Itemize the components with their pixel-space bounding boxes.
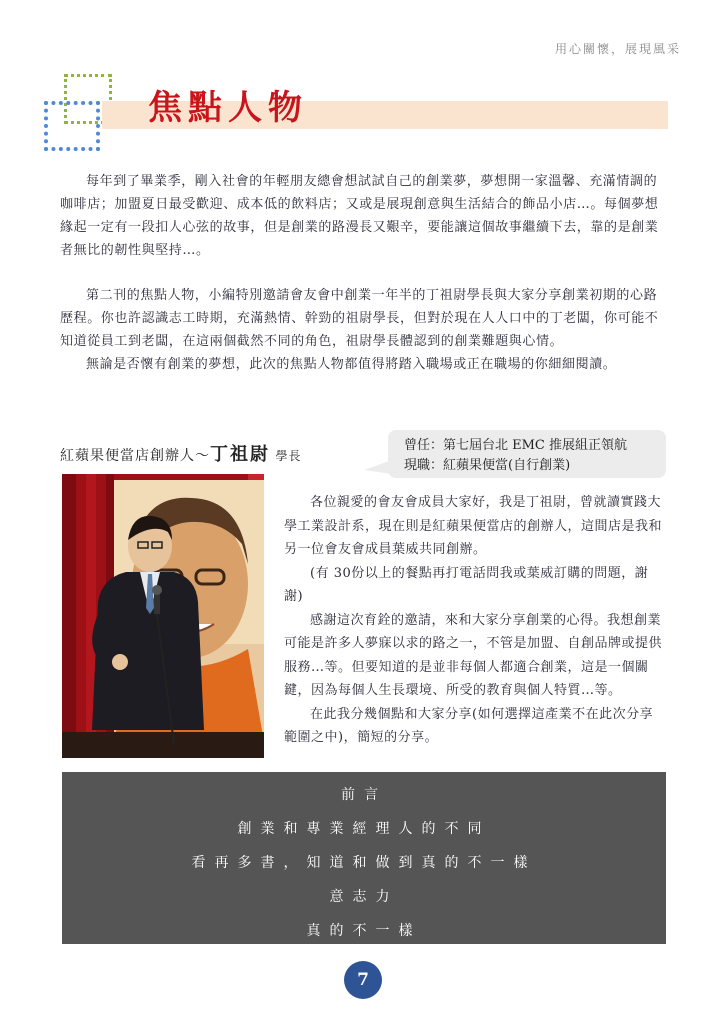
outline-box: [62, 772, 666, 944]
outline-item-3: 看再多書，知道和做到真的不一樣: [191, 855, 537, 871]
body-paragraph-1: 各位親愛的會友會成員大家好，我是丁祖尉，曾就讀實踐大學工業設計系，現在則是紅蘋果便當店的創辦人，這間店是我和另一位會友會成員葉威共同創辦。: [284, 495, 663, 557]
interview-body: [284, 491, 662, 750]
profile-heading: [60, 440, 301, 466]
outline-item-5: 真的不一樣: [306, 923, 422, 939]
speaker-photo: [62, 474, 264, 758]
intro-paragraph-2: 第二刊的焦點人物，小編特別邀請會友會中創業一年半的丁祖尉學長與大家分享創業初期的心路歷程。你也許認識志工時期，充滿熱情、幹勁的祖尉學長，但對於現在人人口中的丁老闆，你可能不知道從員工到老闆，在這兩個截然不同的角色，祖尉學長體認到的創業難題與心情。: [60, 288, 659, 349]
outline-item-4: 意志力: [329, 889, 399, 905]
profile-suffix: 學長: [275, 449, 302, 463]
body-paragraph-4: 在此我分幾個點和大家分享(如何選擇這產業不在此次分享範圍之中)，簡短的分享。: [284, 706, 654, 745]
former-role: 曾任：第七屆台北 EMC 推展組正領航: [404, 438, 628, 453]
intro-paragraph-3: 無論是否懷有創業的夢想，此次的焦點人物都值得將踏入職場或正在職場的你細細閱讀。: [86, 357, 617, 372]
body-paragraph-2: (有 30份以上的餐點再打電話問我或葉威訂購的問題，謝謝): [284, 565, 649, 604]
outline-item-1: 前言: [341, 787, 387, 803]
section-title: 焦點人物: [148, 88, 308, 128]
running-header: 用心關懷，展現風采: [554, 42, 681, 56]
intro-paragraph-1: 每年到了畢業季，剛入社會的年輕朋友總會想試試自己的創業夢，夢想開一家溫馨、充滿情調的咖啡店；加盟夏日最受歡迎、成本低的飲料店；又或是展現創意與生活結合的飾品小店…。每個夢想緣起一定有一段扣人心弦的故事，但是創業的路漫長又艱辛，要能讓這個故事繼續下去，靠的是創業者無比的韌性與堅持…。: [60, 174, 659, 258]
page-number: 7: [344, 961, 382, 999]
profile-name: 丁祖尉: [210, 444, 270, 465]
intro-section: [60, 170, 662, 376]
outline-item-2: 創業和專業經理人的不同: [237, 821, 491, 837]
decorative-dotted-square-blue: [44, 101, 100, 151]
profile-prefix: 紅蘋果便當店創辦人～: [60, 448, 210, 464]
body-paragraph-3: 感謝這次育銓的邀請，來和大家分享創業的心得。我想創業可能是許多人夢寐以求的路之一，不管是加盟、自創品牌或提供服務…等。但要知道的是並非每個人都適合創業，這是一個關鍵，因為每個人生長環境、所受的教育與個人特質…等。: [284, 612, 663, 698]
current-role: 現職：紅蘋果便當(自行創業): [404, 458, 571, 473]
speech-bubble: [388, 430, 666, 478]
